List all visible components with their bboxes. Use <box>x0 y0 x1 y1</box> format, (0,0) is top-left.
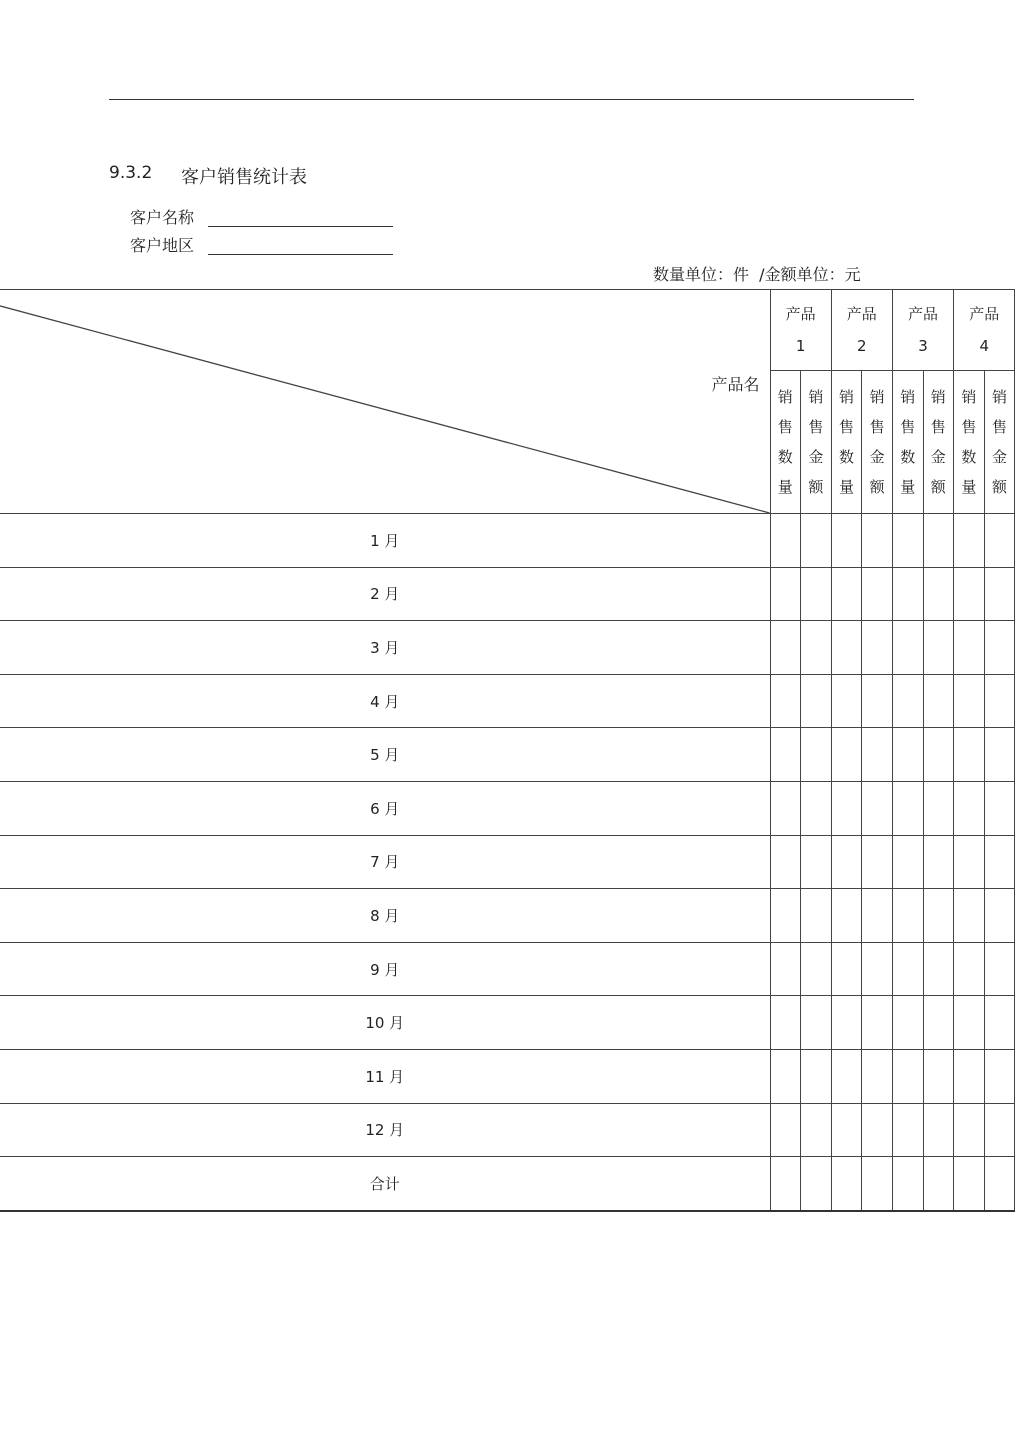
value-cell[interactable] <box>892 889 923 943</box>
value-cell[interactable] <box>923 781 954 835</box>
value-cell[interactable] <box>984 889 1015 943</box>
value-cell[interactable] <box>862 942 893 996</box>
value-cell[interactable] <box>770 674 801 728</box>
value-cell[interactable] <box>831 781 862 835</box>
value-cell[interactable] <box>954 996 985 1050</box>
value-cell[interactable] <box>923 942 954 996</box>
customer-region-label: 客户地区 <box>130 236 195 255</box>
row-label: 1 月 <box>0 514 770 568</box>
value-cell[interactable] <box>801 621 832 675</box>
value-cell[interactable] <box>892 621 923 675</box>
value-cell[interactable] <box>862 728 893 782</box>
value-cell[interactable] <box>954 835 985 889</box>
value-cell[interactable] <box>923 514 954 568</box>
value-cell[interactable] <box>923 1049 954 1103</box>
value-cell[interactable] <box>892 728 923 782</box>
value-cell[interactable] <box>954 514 985 568</box>
value-cell[interactable] <box>770 728 801 782</box>
product-4-amount-header: 销 售 金 额 <box>984 371 1015 514</box>
product-3-amount-header: 销 售 金 额 <box>923 371 954 514</box>
value-cell[interactable] <box>831 835 862 889</box>
value-cell[interactable] <box>923 889 954 943</box>
value-cell[interactable] <box>831 621 862 675</box>
product-2-header: 产品 2 <box>831 290 892 371</box>
row-label: 2 月 <box>0 567 770 621</box>
product-3-header: 产品 3 <box>892 290 953 371</box>
value-cell[interactable] <box>862 781 893 835</box>
value-cell[interactable] <box>770 889 801 943</box>
row-label: 11 月 <box>0 1049 770 1103</box>
value-cell[interactable] <box>892 942 923 996</box>
value-cell[interactable] <box>954 728 985 782</box>
row-label: 合计 <box>0 1157 770 1211</box>
value-cell[interactable] <box>831 567 862 621</box>
value-cell[interactable] <box>770 835 801 889</box>
value-cell[interactable] <box>801 942 832 996</box>
table-row <box>0 621 1015 675</box>
unit-note: 数量单位：件 /金额单位：元 <box>653 265 861 284</box>
sales-table <box>0 289 1015 1212</box>
value-cell[interactable] <box>923 728 954 782</box>
value-cell[interactable] <box>862 1157 893 1211</box>
table-row <box>0 1103 1015 1157</box>
row-label: 8 月 <box>0 889 770 943</box>
value-cell[interactable] <box>801 996 832 1050</box>
product-4-quantity-header: 销 售 数 量 <box>954 371 985 514</box>
table-row <box>0 889 1015 943</box>
value-cell[interactable] <box>954 567 985 621</box>
value-cell[interactable] <box>954 1103 985 1157</box>
value-cell[interactable] <box>770 1157 801 1211</box>
table-row <box>0 942 1015 996</box>
value-cell[interactable] <box>892 996 923 1050</box>
value-cell[interactable] <box>954 889 985 943</box>
value-cell[interactable] <box>770 1049 801 1103</box>
value-cell[interactable] <box>923 621 954 675</box>
value-cell[interactable] <box>770 621 801 675</box>
corner-header-cell <box>0 290 770 514</box>
value-cell[interactable] <box>984 674 1015 728</box>
value-cell[interactable] <box>892 1103 923 1157</box>
row-label: 9 月 <box>0 942 770 996</box>
table-row <box>0 781 1015 835</box>
diagonal-line <box>0 290 770 513</box>
value-cell[interactable] <box>862 1103 893 1157</box>
value-cell[interactable] <box>923 567 954 621</box>
value-cell[interactable] <box>984 621 1015 675</box>
value-cell[interactable] <box>862 835 893 889</box>
value-cell[interactable] <box>831 996 862 1050</box>
value-cell[interactable] <box>801 781 832 835</box>
value-cell[interactable] <box>954 781 985 835</box>
value-cell[interactable] <box>954 1157 985 1211</box>
value-cell[interactable] <box>954 1049 985 1103</box>
value-cell[interactable] <box>892 674 923 728</box>
row-label: 6 月 <box>0 781 770 835</box>
product-1-amount-header: 销 售 金 额 <box>801 371 832 514</box>
value-cell[interactable] <box>831 674 862 728</box>
value-cell[interactable] <box>770 514 801 568</box>
table-row <box>0 567 1015 621</box>
value-cell[interactable] <box>892 1157 923 1211</box>
value-cell[interactable] <box>862 621 893 675</box>
value-cell[interactable] <box>831 514 862 568</box>
product-2-quantity-header: 销 售 数 量 <box>831 371 862 514</box>
value-cell[interactable] <box>984 1103 1015 1157</box>
value-cell[interactable] <box>923 1157 954 1211</box>
table-row <box>0 1049 1015 1103</box>
value-cell[interactable] <box>954 674 985 728</box>
value-cell[interactable] <box>801 514 832 568</box>
value-cell[interactable] <box>831 728 862 782</box>
value-cell[interactable] <box>831 942 862 996</box>
customer-name-label: 客户名称 <box>130 208 195 227</box>
product-name-label: 产品名 <box>711 375 760 394</box>
table-row <box>0 835 1015 889</box>
value-cell[interactable] <box>984 1049 1015 1103</box>
customer-name-field[interactable] <box>208 226 393 227</box>
value-cell[interactable] <box>801 835 832 889</box>
value-cell[interactable] <box>801 728 832 782</box>
value-cell[interactable] <box>770 567 801 621</box>
product-1-quantity-header: 销 售 数 量 <box>770 371 801 514</box>
row-label: 4 月 <box>0 674 770 728</box>
table-row <box>0 514 1015 568</box>
value-cell[interactable] <box>984 567 1015 621</box>
value-cell[interactable] <box>954 621 985 675</box>
value-cell[interactable] <box>831 1103 862 1157</box>
value-cell[interactable] <box>892 781 923 835</box>
value-cell[interactable] <box>892 514 923 568</box>
product-4-header: 产品 4 <box>954 290 1015 371</box>
value-cell[interactable] <box>831 1049 862 1103</box>
value-cell[interactable] <box>862 567 893 621</box>
table-row <box>0 728 1015 782</box>
section-number: 9.3.2 <box>109 163 153 183</box>
value-cell[interactable] <box>984 1157 1015 1211</box>
value-cell[interactable] <box>801 567 832 621</box>
value-cell[interactable] <box>801 889 832 943</box>
row-label: 12 月 <box>0 1103 770 1157</box>
value-cell[interactable] <box>801 674 832 728</box>
customer-region-field[interactable] <box>208 254 393 255</box>
value-cell[interactable] <box>770 942 801 996</box>
section-title: 客户销售统计表 <box>181 167 307 188</box>
value-cell[interactable] <box>892 567 923 621</box>
table-row <box>0 674 1015 728</box>
value-cell[interactable] <box>801 1103 832 1157</box>
value-cell[interactable] <box>923 835 954 889</box>
value-cell[interactable] <box>892 835 923 889</box>
value-cell[interactable] <box>770 781 801 835</box>
value-cell[interactable] <box>862 996 893 1050</box>
value-cell[interactable] <box>984 728 1015 782</box>
value-cell[interactable] <box>862 514 893 568</box>
value-cell[interactable] <box>831 889 862 943</box>
row-label: 3 月 <box>0 621 770 675</box>
value-cell[interactable] <box>801 1157 832 1211</box>
value-cell[interactable] <box>984 514 1015 568</box>
value-cell[interactable] <box>770 996 801 1050</box>
value-cell[interactable] <box>984 835 1015 889</box>
value-cell[interactable] <box>923 1103 954 1157</box>
value-cell[interactable] <box>954 942 985 996</box>
row-label: 10 月 <box>0 996 770 1050</box>
value-cell[interactable] <box>892 1049 923 1103</box>
value-cell[interactable] <box>862 674 893 728</box>
value-cell[interactable] <box>862 1049 893 1103</box>
value-cell[interactable] <box>770 1103 801 1157</box>
value-cell[interactable] <box>984 996 1015 1050</box>
row-label: 7 月 <box>0 835 770 889</box>
header-rule <box>109 99 914 100</box>
value-cell[interactable] <box>923 674 954 728</box>
product-1-header: 产品 1 <box>770 290 831 371</box>
value-cell[interactable] <box>831 1157 862 1211</box>
product-3-quantity-header: 销 售 数 量 <box>892 371 923 514</box>
value-cell[interactable] <box>984 781 1015 835</box>
value-cell[interactable] <box>984 942 1015 996</box>
table-row <box>0 996 1015 1050</box>
value-cell[interactable] <box>923 996 954 1050</box>
product-2-amount-header: 销 售 金 额 <box>862 371 893 514</box>
table-row <box>0 1157 1015 1211</box>
row-label: 5 月 <box>0 728 770 782</box>
value-cell[interactable] <box>801 1049 832 1103</box>
value-cell[interactable] <box>862 889 893 943</box>
